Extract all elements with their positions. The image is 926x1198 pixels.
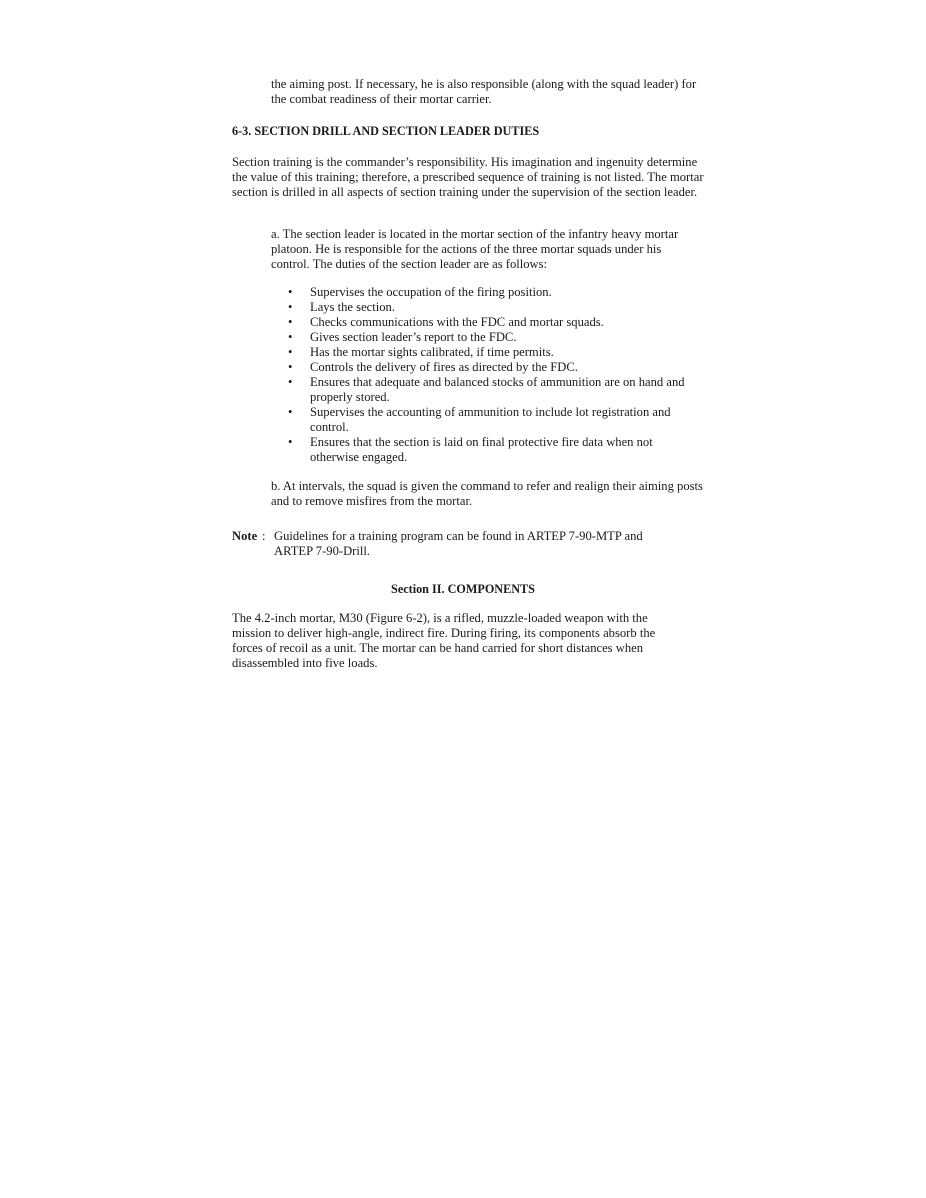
paragraph-a: a. The section leader is located in the mortar section of the infantry heavy mortar platoon. He is responsible for the actions of the three mortar squads under his control. The duties of the section leader are as follows: — [271, 227, 679, 271]
list-item-text: Checks communications with the FDC and mortar squads. — [310, 315, 604, 329]
list-item — [271, 360, 703, 375]
components-paragraph: The 4.2-inch mortar, M30 (Figure 6-2), is a rifled, muzzle-loaded weapon with the mission to deliver high-angle, indirect fire. During firing, its components absorb the forces of recoil as a unit. The mortar can be hand carried for short distances when disassembled into five loads. — [232, 611, 656, 670]
bullet-icon: • — [288, 360, 293, 374]
list-item — [271, 315, 703, 330]
list-item-text: Gives section leader’s report to the FDC. — [310, 330, 517, 344]
note-label: Note — [232, 529, 258, 543]
section-heading: 6-3. SECTION DRILL AND SECTION LEADER DUTIES — [232, 124, 540, 138]
note-text: Guidelines for a training program can be found in ARTEP 7-90-MTP and ARTEP 7-90-Drill. — [274, 529, 643, 558]
bullet-icon: • — [288, 345, 293, 359]
list-item-text: Ensures that adequate and balanced stocks of ammunition are on hand and properly stored. — [310, 375, 685, 404]
list-item-text: Ensures that the section is laid on final protective fire data when not otherwise engaged. — [310, 435, 653, 464]
list-item-text: Supervises the accounting of ammunition to include lot registration and control. — [310, 405, 671, 434]
list-item-text: Controls the delivery of fires as directed by the FDC. — [310, 360, 578, 374]
list-item — [271, 300, 703, 315]
note-block — [232, 529, 704, 559]
list-item-text: Supervises the occupation of the firing position. — [310, 285, 552, 299]
note-colon: : — [262, 529, 266, 543]
bullet-icon: • — [288, 405, 293, 419]
bullet-icon: • — [288, 375, 293, 389]
list-item — [271, 375, 703, 405]
section-intro-paragraph: Section training is the commander’s responsibility. His imagination and ingenuity determine the value of this training; therefore, a prescribed sequence of training is not listed. The mortar section is drilled in all aspects of section training under the supervision of the section leader. — [232, 155, 704, 199]
bullet-icon: • — [288, 285, 293, 299]
bullet-icon: • — [288, 330, 293, 344]
list-item — [271, 285, 703, 300]
list-item — [271, 330, 703, 345]
list-item — [271, 435, 703, 465]
paragraph-b: b. At intervals, the squad is given the command to refer and realign their aiming posts and to remove misfires from the mortar. — [271, 479, 703, 508]
list-item-text: Has the mortar sights calibrated, if time permits. — [310, 345, 554, 359]
continuation-paragraph: the aiming post. If necessary, he is also responsible (along with the squad leader) for the combat readiness of their mortar carrier. — [271, 77, 697, 106]
list-item-text: Lays the section. — [310, 300, 395, 314]
bullet-icon: • — [288, 315, 293, 329]
list-item — [271, 345, 703, 360]
list-item — [271, 405, 703, 435]
section-leader-duties-list — [271, 285, 703, 465]
bullet-icon: • — [288, 435, 293, 449]
bullet-icon: • — [288, 300, 293, 314]
section-ii-title: Section II. COMPONENTS — [391, 582, 535, 596]
